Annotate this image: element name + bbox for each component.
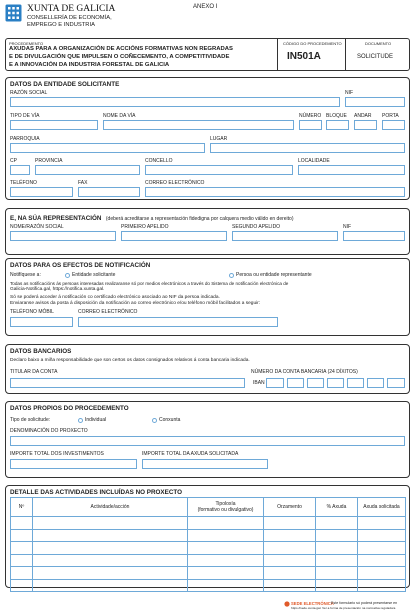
account-number-label: NÚMERO DA CONTA BANCARIA (24 DÍXITOS) (251, 369, 358, 375)
table-cell[interactable] (188, 529, 264, 542)
col-type-header-line2: (formativo ou divulgativo) (197, 507, 254, 513)
notification-text-2: Galicia-Notifica.gal, https://notifica.xunta.gal. (10, 287, 105, 292)
table-cell[interactable] (316, 529, 358, 542)
activities-header-row (11, 498, 406, 517)
rep-name-label: NOME/RAZÓN SOCIAL (10, 224, 64, 230)
parish-label: PARROQUIA (10, 136, 40, 142)
business-name-field[interactable] (10, 97, 340, 107)
rep-nif-field[interactable] (343, 231, 405, 241)
bank-title: DATOS BANCARIOS (10, 348, 72, 355)
phone-label: TELÉFONO (10, 180, 37, 186)
sede-logo-icon (284, 601, 290, 607)
department-line2: EMPREGO E INDUSTRIA (27, 22, 95, 28)
account-block-1[interactable] (287, 378, 304, 388)
table-cell[interactable] (188, 542, 264, 555)
footer-line1: Este formulario só poderá presentarse en (331, 601, 398, 605)
joint-radio[interactable] (152, 418, 157, 423)
applicant-email-field[interactable] (145, 187, 405, 197)
notification-text-1: Todas as notificacións ás persoas interesadas realizaranse só por medios electrónicos a través do Sistema de notificación electrónica de (10, 281, 289, 286)
notify-representative-label: Persoa ou entidade representante (236, 272, 312, 278)
table-cell[interactable] (11, 517, 33, 530)
activities-table (10, 497, 406, 592)
procedure-code-label: CÓDIGO DO PROCEDEMENTO (283, 41, 342, 46)
locality-field[interactable] (298, 165, 405, 175)
table-row (11, 554, 406, 567)
notify-email-field[interactable] (78, 317, 278, 327)
table-cell[interactable] (11, 567, 33, 580)
fax-field[interactable] (78, 187, 140, 197)
door-field[interactable] (382, 120, 405, 130)
table-cell[interactable] (11, 554, 33, 567)
org-name: XUNTA DE GALICIA (27, 4, 116, 14)
joint-label: Conxunta (159, 417, 181, 423)
province-field[interactable] (35, 165, 140, 175)
table-cell[interactable] (264, 542, 316, 555)
notify-applicant-radio[interactable] (65, 273, 70, 278)
table-cell[interactable] (264, 567, 316, 580)
table-cell[interactable] (264, 554, 316, 567)
table-cell[interactable] (11, 529, 33, 542)
footer-line2: https://sede.xunta.gal. Ver a forma de presentación na normativa reguladora (291, 606, 396, 610)
total-investment-label: IMPORTE TOTAL DOS INVESTIMENTOS (10, 451, 104, 457)
account-holder-field[interactable] (10, 378, 245, 388)
table-row (11, 529, 406, 542)
table-cell[interactable] (33, 554, 188, 567)
table-row (11, 542, 406, 555)
table-row (11, 517, 406, 530)
representation-title: E, NA SÚA REPRESENTACIÓN (10, 215, 102, 222)
table-cell[interactable] (358, 542, 406, 555)
applicant-nif-label: NIF (345, 90, 354, 96)
table-row (11, 567, 406, 580)
table-cell[interactable] (11, 579, 33, 592)
table-cell[interactable] (358, 567, 406, 580)
rep-surname1-label: PRIMEIRO APELIDO (121, 224, 169, 230)
number-field[interactable] (299, 120, 322, 130)
road-type-field[interactable] (10, 120, 98, 130)
col-aid-percent-header: % Axuda (316, 498, 358, 517)
road-name-label: NOME DA VÍA (103, 113, 136, 119)
municipality-label: CONCELLO (145, 158, 173, 164)
xunta-logo-icon (5, 4, 22, 22)
number-label: NÚMERO (299, 113, 322, 119)
individual-radio[interactable] (78, 418, 83, 423)
procedure-line1: AXUDAS PARA A ORGANIZACIÓN DE ACCIÓNS FORMATIVAS NON REGRADAS (9, 46, 233, 52)
table-cell[interactable] (188, 579, 264, 592)
floor-label: ANDAR (354, 113, 372, 119)
block-label: BLOQUE (326, 113, 347, 119)
road-name-field[interactable] (103, 120, 294, 130)
document-label: DOCUMENTO (365, 41, 392, 46)
individual-label: Individual (85, 417, 107, 423)
notify-email-label: CORREO ELECTRÓNICO (78, 309, 138, 315)
table-cell[interactable] (188, 517, 264, 530)
account-block-5[interactable] (367, 378, 384, 388)
place-field[interactable] (210, 143, 405, 153)
floor-field[interactable] (354, 120, 377, 130)
postcode-field[interactable] (10, 165, 30, 175)
total-aid-field[interactable] (142, 459, 268, 469)
rep-nif-label: NIF (343, 224, 352, 230)
table-cell[interactable] (33, 517, 188, 530)
notification-title: DATOS PARA OS EFECTOS DE NOTIFICACIÓN (10, 262, 151, 269)
activities-title: DETALLE DAS ACTIVIDADES INCLUÍDAS NO PROXECTO (10, 489, 183, 496)
business-name-label: RAZÓN SOCIAL (10, 90, 48, 96)
representation-heading (10, 212, 294, 223)
table-cell[interactable] (33, 529, 188, 542)
notification-text-3: Só se poderá acceder á notificación co certificado electrónico asociado ao NIF da persoa indicada. (10, 295, 220, 300)
account-block-3[interactable] (327, 378, 344, 388)
bank-declaration: Declaro baixo a miña responsabilidade que son certos os datos consignados relativos á conta bancaria indicada. (10, 358, 250, 363)
mobile-field[interactable] (10, 317, 73, 327)
notify-to-label: Notifíquese a: (10, 272, 41, 278)
account-block-6[interactable] (387, 378, 405, 388)
table-cell[interactable] (33, 542, 188, 555)
table-cell[interactable] (188, 567, 264, 580)
fax-label: FAX (78, 180, 88, 186)
table-cell[interactable] (316, 554, 358, 567)
postcode-label: CP (10, 158, 17, 164)
col-budget-header: Orzamento (264, 498, 316, 517)
table-cell[interactable] (358, 529, 406, 542)
total-aid-label: IMPORTE TOTAL DA AXUDA SOLICITADA (142, 451, 239, 457)
notify-applicant-label: Entidade solicitante (72, 272, 116, 278)
notify-representative-radio[interactable] (229, 273, 234, 278)
col-aid-requested-header: Axuda solicitada (358, 498, 406, 517)
table-cell[interactable] (358, 554, 406, 567)
table-cell[interactable] (316, 567, 358, 580)
account-block-4[interactable] (347, 378, 364, 388)
procedure-code: IN501A (287, 51, 321, 62)
table-cell[interactable] (264, 529, 316, 542)
table-cell[interactable] (33, 579, 188, 592)
project-title: DATOS PROPIOS DO PROCEDEMENTO (10, 405, 129, 412)
col-type-header-line1: Tipoloxía (215, 501, 236, 507)
table-cell[interactable] (316, 542, 358, 555)
applicant-nif-field[interactable] (345, 97, 405, 107)
table-cell[interactable] (264, 579, 316, 592)
procedure-line2: E DE DIVULGACIÓN QUE IMPULSEN O COÑECEMENTO, A COMPETITIVIDADE (9, 54, 230, 60)
table-cell[interactable] (188, 554, 264, 567)
road-type-label: TIPO DE VÍA (10, 113, 40, 119)
table-cell[interactable] (11, 542, 33, 555)
door-label: PORTA (382, 113, 399, 119)
account-holder-label: TITULAR DA CONTA (10, 369, 58, 375)
account-block-2[interactable] (307, 378, 324, 388)
procedure-line3: E A INNOVACIÓN DA INDUSTRIA FORESTAL DE GALICIA (9, 62, 170, 68)
col-number-header: Nº (11, 498, 33, 517)
table-cell[interactable] (358, 579, 406, 592)
rep-surname2-field[interactable] (232, 231, 338, 241)
iban-label: IBAN (253, 380, 265, 386)
phone-field[interactable] (10, 187, 73, 197)
municipality-field[interactable] (145, 165, 293, 175)
block-field[interactable] (326, 120, 349, 130)
rep-name-field[interactable] (10, 231, 116, 241)
annex-label: ANEXO I (193, 4, 218, 10)
place-label: LUGAR (210, 136, 228, 142)
table-cell[interactable] (264, 517, 316, 530)
rep-surname2-label: SEGUNDO APELIDO (232, 224, 281, 230)
notification-text-4: Enviaranse avisos da posta á disposición da notificación ao correo electrónico e/ou teléfono móbil facilitados a seguir: (10, 301, 261, 306)
col-activity-header: Actividade/acción (33, 498, 188, 517)
footer-brand: SEDE ELECTRÓNICA (291, 601, 334, 606)
table-cell[interactable] (316, 579, 358, 592)
col-type-header (188, 498, 264, 517)
iban-field[interactable] (266, 378, 284, 388)
document-type: SOLICITUDE (357, 54, 394, 60)
department-line1: CONSELLERÍA DE ECONOMÍA, (27, 15, 112, 21)
request-type-label: Tipo de solicitude: (10, 417, 51, 423)
table-row (11, 579, 406, 592)
procedure-label: PROCEDEMENTO (9, 41, 44, 46)
table-cell[interactable] (358, 517, 406, 530)
applicant-email-label: CORREO ELECTRÓNICO (145, 180, 205, 186)
applicant-title: DATOS DA ENTIDADE SOLICITANTE (10, 81, 120, 88)
table-cell[interactable] (316, 517, 358, 530)
table-cell[interactable] (33, 567, 188, 580)
locality-label: LOCALIDADE (298, 158, 330, 164)
parish-field[interactable] (10, 143, 205, 153)
total-investment-field[interactable] (10, 459, 137, 469)
project-name-field[interactable] (10, 436, 405, 446)
rep-surname1-field[interactable] (121, 231, 227, 241)
mobile-label: TELÉFONO MÓBIL (10, 309, 54, 315)
project-name-label: DENOMINACIÓN DO PROXECTO (10, 428, 88, 434)
representation-note: (deberá acreditarse a representación fidedigna por calquera medio válido en dereito) (105, 216, 294, 222)
province-label: PROVINCIA (35, 158, 63, 164)
